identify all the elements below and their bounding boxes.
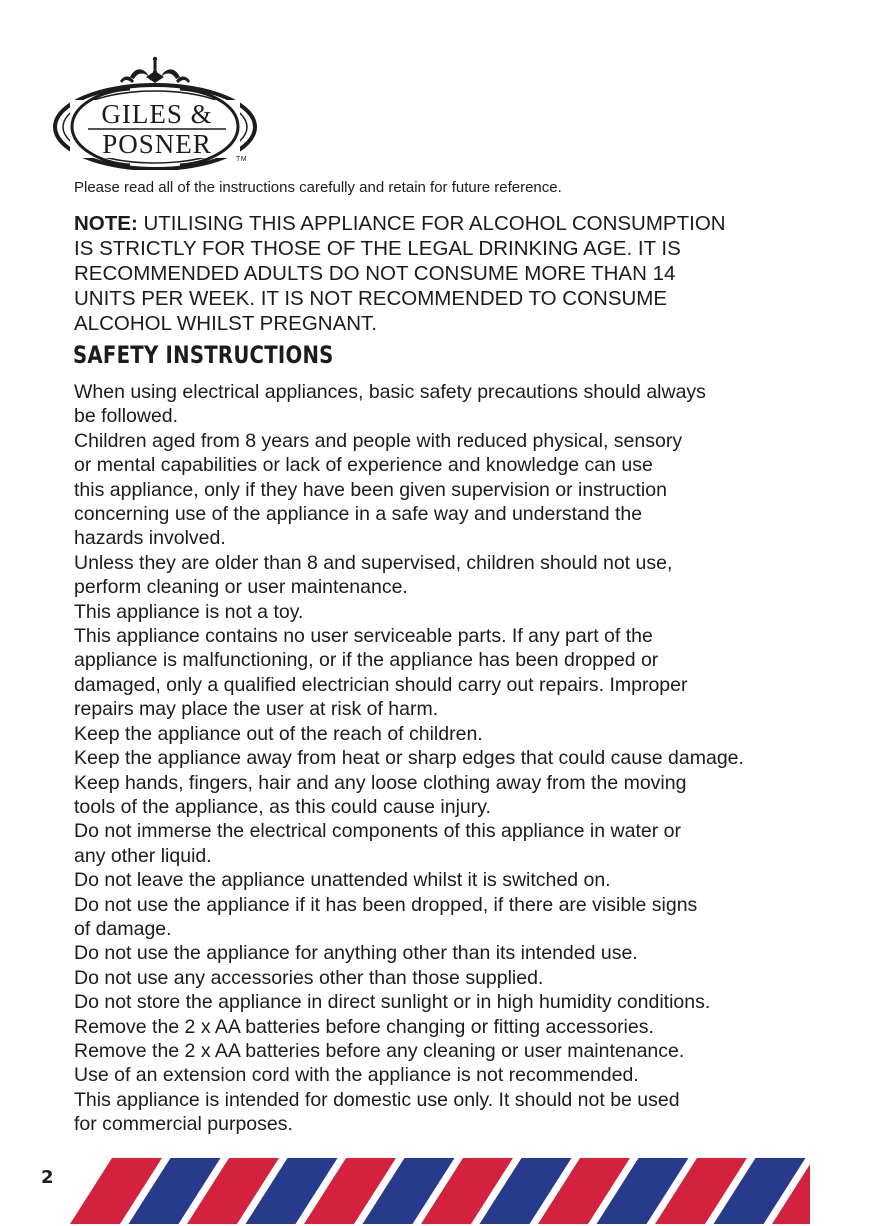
trademark-mark: TM	[236, 156, 248, 163]
instruction-line: concerning use of the appliance in a safe way and understand the	[74, 503, 643, 526]
section-heading: SAFETY INSTRUCTIONS	[73, 341, 334, 369]
instruction-line: repairs may place the user at risk of harm.	[74, 698, 439, 721]
note-line: RECOMMENDED ADULTS DO NOT CONSUME MORE THAN 14	[74, 262, 676, 285]
age-notice	[74, 211, 834, 336]
instruction-line: Do not use any accessories other than those supplied.	[74, 966, 544, 989]
instruction-line: tools of the appliance, as this could cause injury.	[74, 795, 491, 818]
note-line: UNITS PER WEEK. IT IS NOT RECOMMENDED TO CONSUME	[74, 287, 668, 310]
page-number: 2	[41, 1167, 54, 1188]
instruction-line: Do not leave the appliance unattended whilst it is switched on.	[74, 869, 611, 892]
instruction-line: Do not immerse the electrical components of this appliance in water or	[74, 820, 681, 843]
instruction-line: perform cleaning or user maintenance.	[74, 576, 408, 599]
instruction-line: This appliance contains no user serviceable parts. If any part of the	[74, 625, 653, 648]
instruction-line: damaged, only a qualified electrician should carry out repairs. Improper	[74, 673, 688, 696]
giles-posner-logo	[50, 55, 265, 170]
logo-text-line1: GILES &	[101, 99, 213, 129]
instruction-line: Children aged from 8 years and people with reduced physical, sensory	[74, 429, 683, 452]
instruction-line: be followed.	[74, 405, 179, 428]
instruction-line: Use of an extension cord with the appliance is not recommended.	[74, 1064, 639, 1087]
instruction-line: Do not use the appliance if it has been dropped, if there are visible signs	[74, 893, 698, 916]
note-line: ALCOHOL WHILST PREGNANT.	[74, 312, 378, 335]
instruction-line: Unless they are older than 8 and supervised, children should not use,	[74, 551, 673, 574]
instruction-line: Remove the 2 x AA batteries before any cleaning or user maintenance.	[74, 1039, 685, 1062]
logo-text-line2: POSNER	[102, 129, 212, 159]
note-line: IS STRICTLY FOR THOSE OF THE LEGAL DRINKING AGE. IT IS	[74, 237, 681, 260]
instruction-line: Remove the 2 x AA batteries before changing or fitting accessories.	[74, 1015, 654, 1038]
logo-emblem	[50, 55, 265, 170]
stripe-border	[70, 1158, 810, 1224]
instruction-line: of damage.	[74, 917, 172, 940]
intro-text: Please read all of the instructions carefully and retain for future reference.	[74, 179, 562, 196]
instruction-line: for commercial purposes.	[74, 1113, 293, 1136]
instruction-line: Keep the appliance away from heat or sharp edges that could cause damage.	[74, 747, 744, 770]
instruction-line: Do not store the appliance in direct sunlight or in high humidity conditions.	[74, 991, 711, 1014]
instruction-line: appliance is malfunctioning, or if the appliance has been dropped or	[74, 649, 659, 672]
note-line	[74, 211, 834, 236]
instruction-line: Do not use the appliance for anything other than its intended use.	[74, 942, 638, 965]
instruction-line: When using electrical appliances, basic safety precautions should always	[74, 381, 706, 403]
instruction-line: hazards involved.	[74, 527, 226, 550]
instruction-line: Keep hands, fingers, hair and any loose clothing away from the moving	[74, 771, 687, 794]
instruction-line: This appliance is intended for domestic use only. It should not be used	[74, 1088, 680, 1111]
note-line-text: UTILISING THIS APPLIANCE FOR ALCOHOL CONSUMPTION	[143, 212, 726, 235]
instruction-line: or mental capabilities or lack of experience and knowledge can use	[74, 454, 653, 477]
instruction-line: Keep the appliance out of the reach of children.	[74, 722, 483, 745]
safety-instructions-list	[74, 380, 854, 1137]
instruction-line: this appliance, only if they have been given supervision or instruction	[74, 478, 667, 501]
instruction-line: This appliance is not a toy.	[74, 600, 304, 623]
note-label: NOTE:	[74, 212, 138, 235]
instruction-line: any other liquid.	[74, 844, 212, 867]
